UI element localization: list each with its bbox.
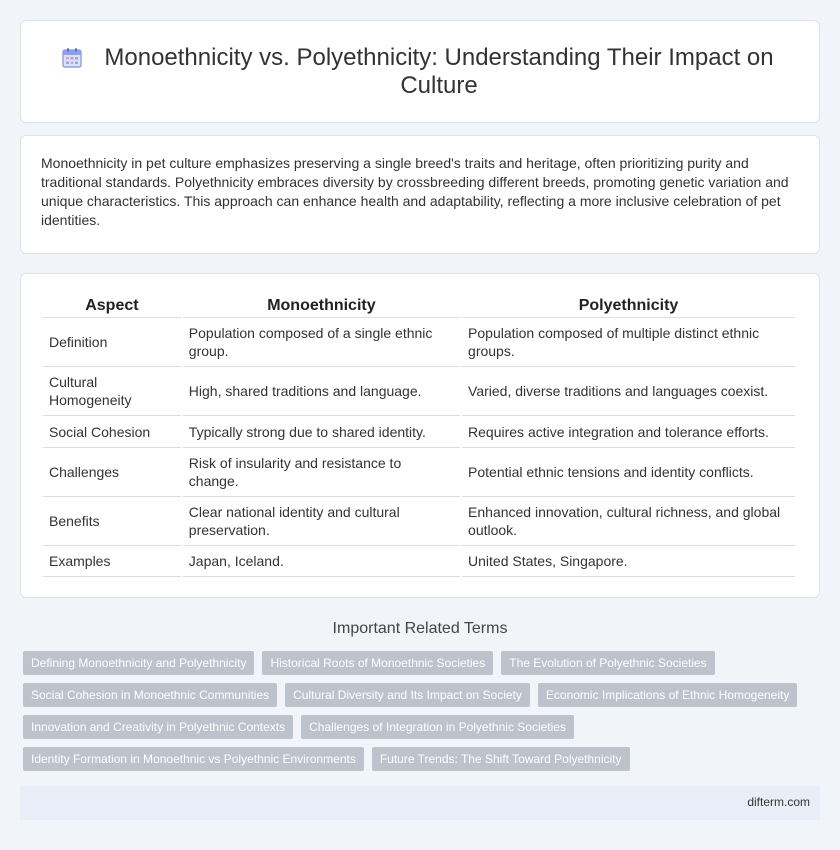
table-row bbox=[43, 367, 795, 416]
table-row bbox=[43, 448, 795, 497]
table-row bbox=[43, 318, 795, 367]
table-cell: Enhanced innovation, cultural richness, and global outlook. bbox=[462, 497, 795, 546]
table-cell: Population composed of multiple distinct ethnic groups. bbox=[462, 318, 795, 367]
header-polyethnicity: Polyethnicity bbox=[462, 296, 795, 318]
header-card bbox=[20, 20, 820, 123]
header-monoethnicity: Monoethnicity bbox=[183, 296, 460, 318]
table-cell: Requires active integration and tolerance efforts. bbox=[462, 416, 795, 448]
table-cell: United States, Singapore. bbox=[462, 546, 795, 577]
table-cell: Risk of insularity and resistance to change. bbox=[183, 448, 460, 497]
related-terms-title: Important Related Terms bbox=[332, 620, 508, 637]
related-term-tag[interactable]: Identity Formation in Monoethnic vs Polyethnic Environments bbox=[23, 747, 364, 771]
footer-bar bbox=[20, 786, 820, 820]
related-terms-list bbox=[23, 651, 813, 771]
table-row bbox=[43, 546, 795, 577]
table-cell: Population composed of a single ethnic group. bbox=[183, 318, 460, 367]
intro-card bbox=[20, 135, 820, 254]
table-cell: Typically strong due to shared identity. bbox=[183, 416, 460, 448]
comparison-table-card bbox=[20, 273, 820, 598]
table-header-row bbox=[43, 296, 795, 318]
comparison-table bbox=[41, 296, 797, 577]
table-cell: High, shared traditions and language. bbox=[183, 367, 460, 416]
calendar-icon bbox=[60, 46, 84, 70]
table-cell: Definition bbox=[43, 318, 181, 367]
related-term-tag[interactable]: The Evolution of Polyethnic Societies bbox=[501, 651, 714, 675]
related-term-tag[interactable]: Economic Implications of Ethnic Homogeneity bbox=[538, 683, 797, 707]
related-term-tag[interactable]: Future Trends: The Shift Toward Polyethnicity bbox=[372, 747, 630, 771]
table-row bbox=[43, 416, 795, 448]
related-term-tag[interactable]: Innovation and Creativity in Polyethnic Contexts bbox=[23, 715, 293, 739]
footer-site-link[interactable]: difterm.com bbox=[747, 795, 810, 809]
table-cell: Challenges bbox=[43, 448, 181, 497]
related-term-tag[interactable]: Historical Roots of Monoethnic Societies bbox=[262, 651, 493, 675]
related-term-tag[interactable]: Defining Monoethnicity and Polyethnicity bbox=[23, 651, 254, 675]
header-inner bbox=[60, 44, 780, 100]
table-cell: Potential ethnic tensions and identity conflicts. bbox=[462, 448, 795, 497]
table-cell: Japan, Iceland. bbox=[183, 546, 460, 577]
table-cell: Varied, diverse traditions and languages coexist. bbox=[462, 367, 795, 416]
related-term-tag[interactable]: Social Cohesion in Monoethnic Communities bbox=[23, 683, 277, 707]
table-cell: Examples bbox=[43, 546, 181, 577]
table-cell: Clear national identity and cultural preservation. bbox=[183, 497, 460, 546]
intro-text: Monoethnicity in pet culture emphasizes preserving a single breed's traits and heritage, often prioritizing purity and traditional standards. Polyethnicity embraces diversity by crossbreeding different breeds, promoting genetic variation and unique characteristics. This approach can enhance health and adaptability, reflecting a more inclusive celebration of pet identities. bbox=[41, 155, 789, 228]
table-cell: Benefits bbox=[43, 497, 181, 546]
table-cell: Social Cohesion bbox=[43, 416, 181, 448]
header-aspect: Aspect bbox=[43, 296, 181, 318]
table-row bbox=[43, 497, 795, 546]
table-cell: Cultural Homogeneity bbox=[43, 367, 181, 416]
page-title: Monoethnicity vs. Polyethnicity: Understanding Their Impact on Culture bbox=[104, 43, 774, 99]
related-term-tag[interactable]: Cultural Diversity and Its Impact on Society bbox=[285, 683, 530, 707]
related-term-tag[interactable]: Challenges of Integration in Polyethnic Societies bbox=[301, 715, 574, 739]
